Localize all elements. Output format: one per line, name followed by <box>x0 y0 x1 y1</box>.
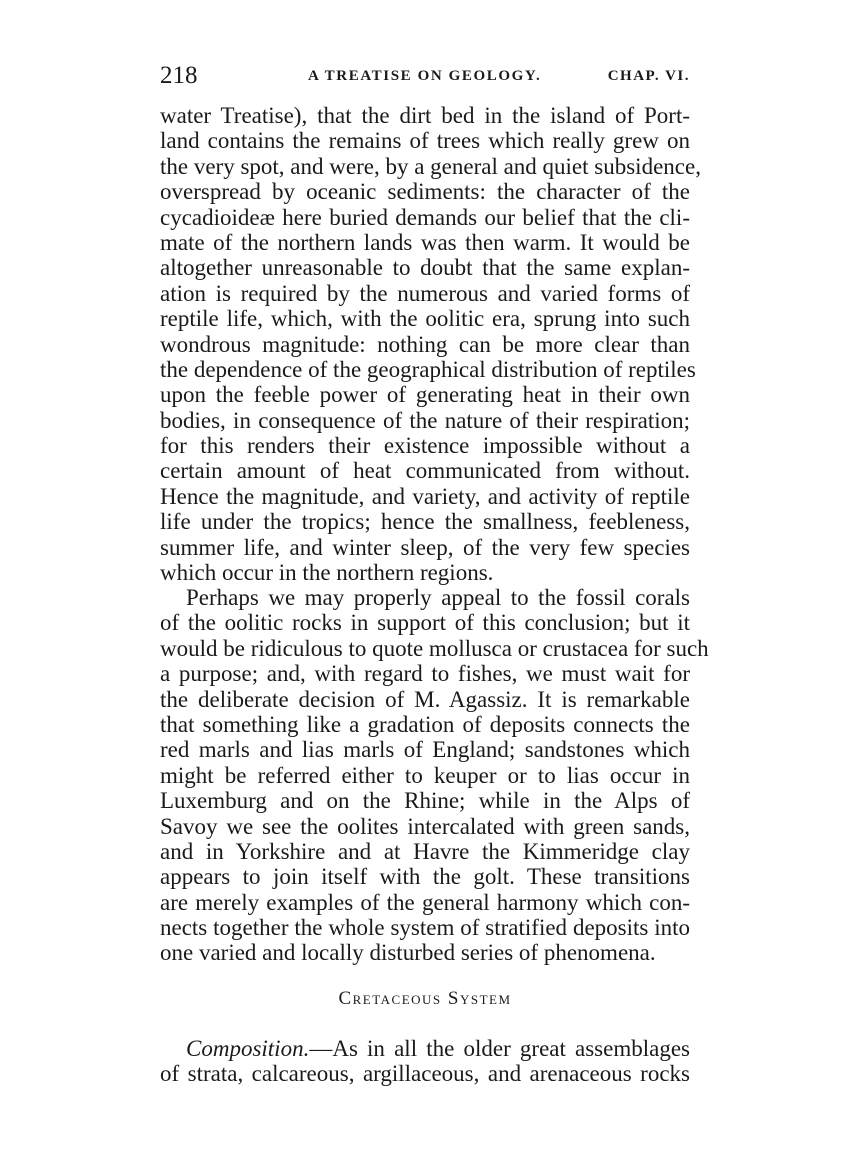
composition-subheading: Composition. <box>186 1036 310 1061</box>
text-line: appears to join itself with the golt. These transitions <box>160 864 690 890</box>
paragraph-1 <box>160 103 701 586</box>
text-line: life under the tropics; hence the smallness, feebleness, <box>160 509 690 535</box>
text-line: Perhaps we may properly appeal to the fossil corals <box>186 585 690 610</box>
text-line: of strata, calcareous, argillaceous, and arenaceous rocks <box>160 1061 690 1087</box>
text-line: water Treatise), that the dirt bed in the island of Port- <box>160 103 690 128</box>
text-line: summer life, and winter sleep, of the very few species <box>160 534 690 560</box>
text-line: that something like a gradation of deposits connects the <box>160 711 690 737</box>
text-line: overspread by oceanic sediments: the character of the <box>160 179 690 205</box>
text-line: altogether unreasonable to doubt that the same explan- <box>160 255 690 281</box>
text-line: bodies, in consequence of the nature of their respiration; <box>160 407 690 433</box>
text-line <box>160 1036 690 1061</box>
text-line: wondrous magnitude: nothing can be more clear than <box>160 331 690 357</box>
text-line: cycadioideæ here buried demands our belief that the cli- <box>160 204 690 230</box>
text-line: Luxemburg and on the Rhine; while in the Alps of <box>160 788 690 814</box>
text-line: certain amount of heat communicated from without. <box>160 458 690 484</box>
paragraph-2 <box>160 585 709 966</box>
running-head <box>160 62 690 92</box>
running-title: A TREATISE ON GEOLOGY. <box>308 68 542 84</box>
page-number: 218 <box>160 62 198 89</box>
text-line: reptile life, which, with the oolitic era, sprung into such <box>160 306 690 332</box>
text-line: ation is required by the numerous and varied forms of <box>160 280 690 306</box>
text-line: a purpose; and, with regard to fishes, we must wait for <box>160 661 690 687</box>
text-line: red marls and lias marls of England; sandstones which <box>160 737 690 763</box>
text-line: are merely examples of the general harmony which con- <box>160 889 690 915</box>
chapter-label: CHAP. VI. <box>607 68 690 84</box>
text-line: land contains the remains of trees which really grew on <box>160 128 690 154</box>
text-line: the very spot, and were, by a general and quiet subsidence, <box>160 153 701 179</box>
text-run: —As in all the older great assemblages <box>309 1036 690 1061</box>
text-line: might be referred either to keuper or to lias occur in <box>160 762 690 788</box>
text-line: Hence the magnitude, and variety, and activity of reptile <box>160 483 690 509</box>
text-line: mate of the northern lands was then warm. It would be <box>160 229 690 255</box>
text-line: and in Yorkshire and at Havre the Kimmeridge clay <box>160 838 690 864</box>
paragraph-3 <box>160 1036 690 1087</box>
text-line: would be ridiculous to quote mollusca or crustacea for such <box>160 635 709 661</box>
text-line: nects together the whole system of stratified deposits into <box>160 915 690 941</box>
section-heading: Cretaceous System <box>338 988 512 1009</box>
text-line: Savoy we see the oolites intercalated with green sands, <box>160 813 690 839</box>
text-line: one varied and locally disturbed series of phenomena. <box>160 940 656 966</box>
text-line: for this renders their existence impossible without a <box>160 433 690 459</box>
text-line: the deliberate decision of M. Agassiz. It is remarkable <box>160 686 690 712</box>
text-line: of the oolitic rocks in support of this conclusion; but it <box>160 610 690 636</box>
text-line: which occur in the northern regions. <box>160 560 494 586</box>
text-line: upon the feeble power of generating heat in their own <box>160 382 690 408</box>
text-line: the dependence of the geographical distribution of reptiles <box>160 356 696 382</box>
